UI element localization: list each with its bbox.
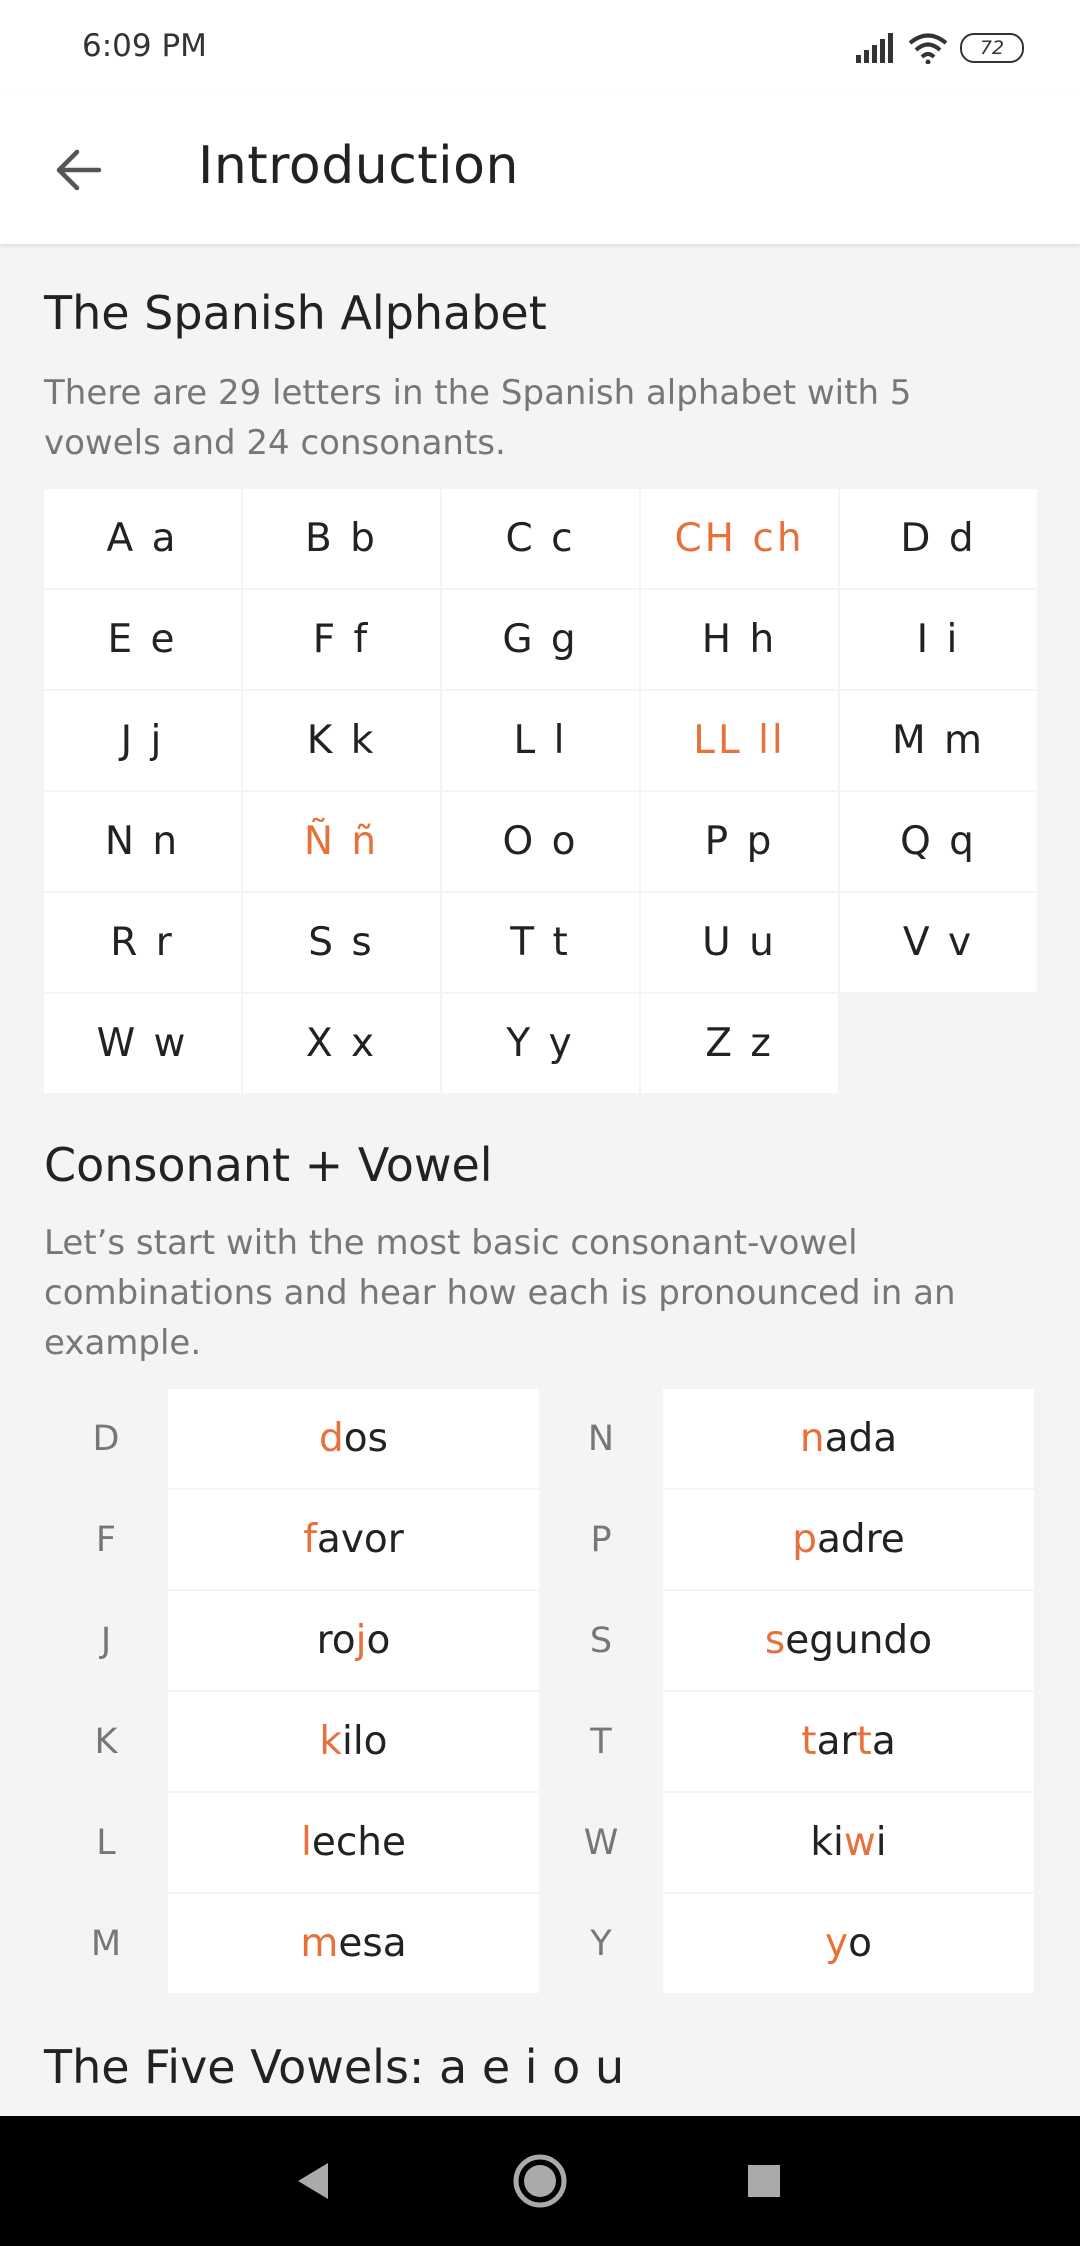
word-highlight: d <box>319 1416 344 1461</box>
alphabet-title: The Spanish Alphabet <box>44 286 547 340</box>
example-word[interactable] <box>168 1490 539 1589</box>
alphabet-cell[interactable]: E e <box>44 590 241 689</box>
nav-home-icon <box>512 2153 568 2209</box>
example-word[interactable] <box>663 1894 1034 1993</box>
consonant-vowel-description: Let’s start with the most basic consonant-vowel combinations and hear how each is pronounced in an example. <box>44 1223 956 1363</box>
word-highlight: j <box>355 1618 367 1663</box>
word-part: esa <box>338 1921 407 1966</box>
example-word[interactable] <box>168 1389 539 1488</box>
table-row <box>44 1591 1035 1690</box>
word-part: adre <box>816 1517 905 1562</box>
word-highlight: y <box>825 1921 849 1966</box>
example-word[interactable] <box>663 1793 1034 1892</box>
consonant-label: F <box>95 1519 117 1560</box>
example-word[interactable] <box>663 1591 1034 1690</box>
alphabet-cell[interactable]: X x <box>243 994 440 1093</box>
alphabet-cell[interactable]: Y y <box>442 994 639 1093</box>
consonant-label: P <box>590 1519 612 1560</box>
alphabet-cell[interactable]: Ñ ñ <box>243 792 440 891</box>
alphabet-cell[interactable]: L l <box>442 691 639 790</box>
signal-icon <box>854 33 896 63</box>
nav-back-button[interactable] <box>272 2146 352 2216</box>
alphabet-cell[interactable]: W w <box>44 994 241 1093</box>
alphabet-cell[interactable]: H h <box>641 590 838 689</box>
alphabet-cell[interactable]: C c <box>442 489 639 588</box>
wifi-icon <box>908 32 948 64</box>
consonant-vowel-table <box>44 1389 1035 1995</box>
word-part: ro <box>316 1618 356 1663</box>
alphabet-cell[interactable]: Z z <box>641 994 838 1093</box>
table-row <box>44 1490 1035 1589</box>
word-highlight: t <box>801 1719 817 1764</box>
word-highlight: k <box>319 1719 343 1764</box>
alphabet-cell[interactable]: J j <box>44 691 241 790</box>
nav-back-icon <box>292 2159 332 2203</box>
example-word[interactable] <box>663 1490 1034 1589</box>
word-part: ki <box>810 1820 844 1865</box>
table-row <box>44 1793 1035 1892</box>
navigation-bar <box>0 2116 1080 2246</box>
word-part: o <box>848 1921 872 1966</box>
alphabet-cell[interactable]: M m <box>840 691 1037 790</box>
status-bar <box>0 0 1080 96</box>
alphabet-cell[interactable]: K k <box>243 691 440 790</box>
consonant-label: J <box>100 1620 112 1661</box>
alphabet-cell[interactable]: T t <box>442 893 639 992</box>
consonant-label: Y <box>590 1923 612 1964</box>
alphabet-description: There are 29 letters in the Spanish alphabet with 5 vowels and 24 consonants. <box>44 373 912 463</box>
word-highlight: f <box>303 1517 317 1562</box>
page-title: Introduction <box>198 136 519 196</box>
word-part: ilo <box>342 1719 388 1764</box>
table-row <box>44 1389 1035 1488</box>
alphabet-cell[interactable]: A a <box>44 489 241 588</box>
back-button[interactable] <box>40 132 116 208</box>
consonant-label: W <box>583 1822 619 1863</box>
word-highlight: n <box>799 1416 825 1461</box>
status-time: 6:09 PM <box>82 28 207 64</box>
example-word[interactable] <box>168 1793 539 1892</box>
word-part: eche <box>311 1820 406 1865</box>
battery-icon <box>960 33 1024 63</box>
consonant-vowel-title: Consonant + Vowel <box>44 1138 493 1192</box>
consonant-label: S <box>589 1620 613 1661</box>
consonant-label: D <box>92 1418 120 1459</box>
consonant-label: N <box>587 1418 615 1459</box>
word-part: i <box>875 1820 887 1865</box>
consonant-label: T <box>590 1721 612 1762</box>
word-part: os <box>343 1416 388 1461</box>
alphabet-cell[interactable]: V v <box>840 893 1037 992</box>
alphabet-cell[interactable]: B b <box>243 489 440 588</box>
word-highlight: w <box>843 1820 876 1865</box>
alphabet-cell[interactable]: O o <box>442 792 639 891</box>
word-part: egundo <box>785 1618 933 1663</box>
consonant-label: M <box>90 1923 122 1964</box>
arrow-left-icon <box>53 148 103 192</box>
word-part: ar <box>816 1719 857 1764</box>
alphabet-cell[interactable]: N n <box>44 792 241 891</box>
word-highlight: s <box>764 1618 786 1663</box>
alphabet-cell[interactable]: Q q <box>840 792 1037 891</box>
word-part: o <box>366 1618 391 1663</box>
consonant-label: L <box>96 1822 116 1863</box>
alphabet-cell[interactable]: R r <box>44 893 241 992</box>
alphabet-cell[interactable]: CH ch <box>641 489 838 588</box>
alphabet-cell[interactable]: P p <box>641 792 838 891</box>
alphabet-cell[interactable]: G g <box>442 590 639 689</box>
example-word[interactable] <box>663 1692 1034 1791</box>
alphabet-cell[interactable]: D d <box>840 489 1037 588</box>
battery-level: 72 <box>979 37 1005 59</box>
status-icons <box>854 28 1024 68</box>
vowels-title: The Five Vowels: a e i o u <box>44 2040 625 2094</box>
alphabet-cell[interactable]: LL ll <box>641 691 838 790</box>
word-highlight: p <box>792 1517 817 1562</box>
word-part: a <box>871 1719 896 1764</box>
table-row <box>44 1692 1035 1791</box>
word-highlight: m <box>300 1921 339 1966</box>
example-word[interactable] <box>168 1692 539 1791</box>
alphabet-grid <box>44 489 1035 1093</box>
word-part: avor <box>316 1517 404 1562</box>
nav-recents-button[interactable] <box>724 2146 804 2216</box>
example-word[interactable] <box>168 1894 539 1993</box>
nav-home-button[interactable] <box>500 2146 580 2216</box>
word-highlight: l <box>301 1820 312 1865</box>
example-word[interactable] <box>168 1591 539 1690</box>
alphabet-cell[interactable]: I i <box>840 590 1037 689</box>
table-row <box>44 1894 1035 1993</box>
example-word[interactable] <box>663 1389 1034 1488</box>
alphabet-cell[interactable]: U u <box>641 893 838 992</box>
nav-recents-icon <box>746 2163 782 2199</box>
consonant-label: K <box>94 1721 118 1762</box>
app-bar <box>0 96 1080 244</box>
word-part: ada <box>824 1416 898 1461</box>
alphabet-cell[interactable]: F f <box>243 590 440 689</box>
word-highlight: t <box>856 1719 872 1764</box>
alphabet-cell[interactable]: S s <box>243 893 440 992</box>
